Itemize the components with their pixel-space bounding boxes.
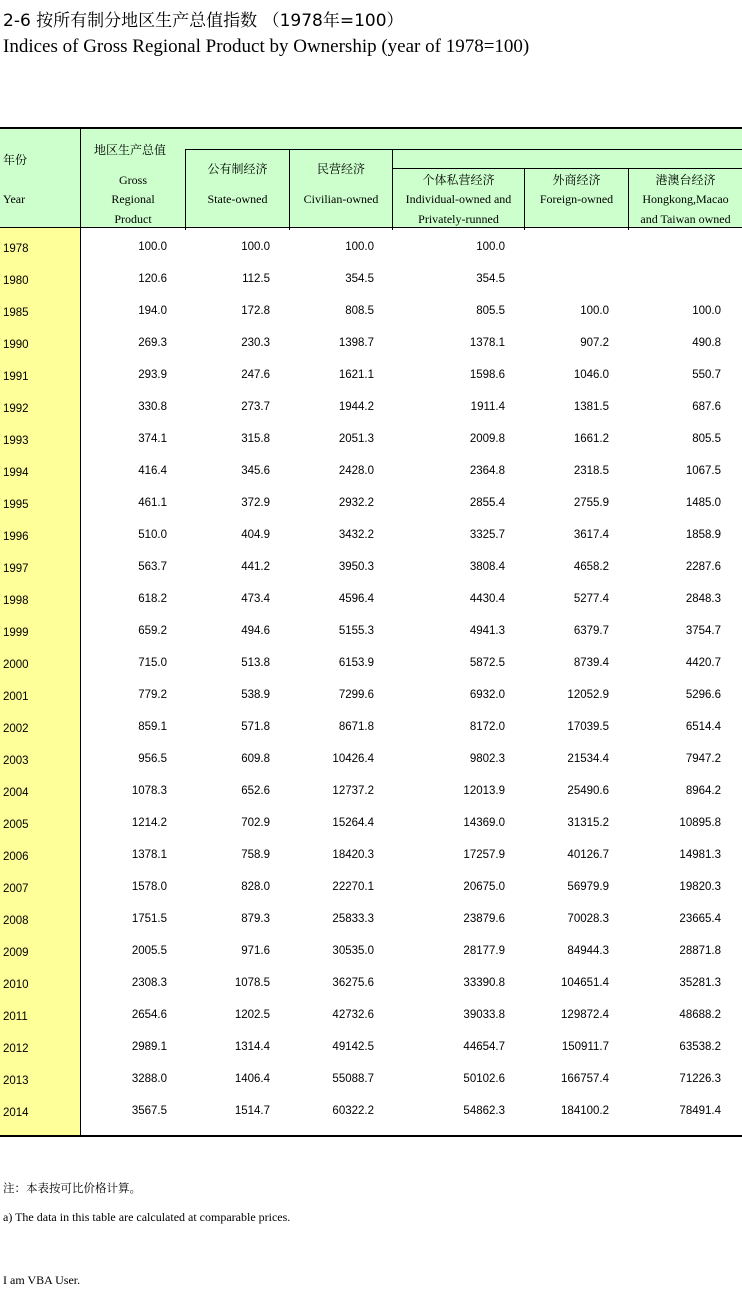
foreign-cell: 1046.0 (573, 369, 609, 381)
civilian-cell: 7299.6 (338, 689, 374, 701)
table-row (0, 388, 742, 420)
hmt-cell: 550.7 (692, 369, 721, 381)
header-civilian-cn: 民营经济 (316, 162, 365, 176)
state-cell: 273.7 (241, 401, 270, 413)
table-row (0, 676, 742, 708)
hmt-cell: 490.8 (692, 337, 721, 349)
individual-cell: 100.0 (476, 241, 505, 253)
year-cell: 2002 (3, 723, 29, 735)
hmt-cell: 63538.2 (679, 1041, 721, 1053)
foreign-cell: 3617.4 (573, 529, 609, 541)
header-year-en: Year (3, 192, 26, 206)
foreign-cell: 84944.3 (567, 945, 609, 957)
table-row (0, 484, 742, 516)
civilian-cell: 10426.4 (332, 753, 374, 765)
state-cell: 494.6 (241, 625, 270, 637)
foreign-cell: 150911.7 (561, 1041, 609, 1053)
table-row (0, 708, 742, 740)
individual-cell: 8172.0 (469, 721, 505, 733)
civilian-cell: 12737.2 (332, 785, 374, 797)
year-cell: 1978 (3, 243, 29, 255)
state-cell: 513.8 (241, 657, 270, 669)
year-cell: 1991 (3, 371, 29, 383)
table-row (0, 260, 742, 292)
year-cell: 2014 (3, 1107, 29, 1119)
grp-cell: 779.2 (138, 689, 167, 701)
civilian-cell: 1398.7 (338, 337, 374, 349)
year-cell: 1992 (3, 403, 29, 415)
year-cell: 1993 (3, 435, 29, 447)
individual-cell: 1911.4 (470, 401, 505, 413)
state-cell: 609.8 (241, 753, 270, 765)
foreign-cell: 25490.6 (567, 785, 609, 797)
hmt-cell: 7947.2 (685, 753, 721, 765)
hmt-cell: 10895.8 (679, 817, 721, 829)
civilian-cell: 30535.0 (332, 945, 374, 957)
foreign-cell: 21534.4 (567, 753, 609, 765)
hmt-cell: 48688.2 (679, 1009, 721, 1021)
civilian-cell: 55088.7 (332, 1073, 374, 1085)
grp-cell: 2989.1 (131, 1041, 167, 1053)
individual-cell: 4941.3 (469, 625, 505, 637)
header-foreign-en: Foreign-owned (539, 192, 614, 206)
individual-cell: 5872.5 (469, 657, 505, 669)
hmt-cell: 71226.3 (679, 1073, 721, 1085)
foreign-cell: 100.0 (580, 305, 609, 317)
year-cell: 2008 (3, 915, 29, 927)
hmt-cell: 687.6 (692, 401, 721, 413)
year-cell: 2010 (3, 979, 29, 991)
individual-cell: 39033.8 (463, 1009, 505, 1021)
header-grp-cn: 地区生产总值 (94, 143, 167, 157)
state-cell: 1078.5 (234, 977, 270, 989)
hmt-cell: 6514.4 (685, 721, 721, 733)
foreign-cell: 104651.4 (561, 977, 609, 989)
grp-cell: 1214.2 (131, 817, 167, 829)
year-cell: 1994 (3, 467, 29, 479)
grp-cell: 618.2 (138, 593, 167, 605)
grp-cell: 330.8 (138, 401, 167, 413)
hmt-cell: 23665.4 (679, 913, 721, 925)
foreign-cell: 4658.2 (573, 561, 609, 573)
table-row (0, 772, 742, 804)
civilian-cell: 5155.3 (338, 625, 374, 637)
civilian-cell: 4596.4 (338, 593, 374, 605)
header-individual-cn: 个体私营经济 (422, 173, 495, 187)
grp-cell: 1378.1 (131, 849, 167, 861)
individual-cell: 44654.7 (463, 1041, 505, 1053)
table-row (0, 516, 742, 548)
civilian-cell: 15264.4 (332, 817, 374, 829)
foreign-cell: 8739.4 (573, 657, 609, 669)
individual-cell: 14369.0 (463, 817, 505, 829)
hmt-cell: 8964.2 (685, 785, 721, 797)
civilian-cell: 2428.0 (338, 465, 374, 477)
state-cell: 828.0 (241, 881, 270, 893)
civilian-cell: 42732.6 (332, 1009, 374, 1021)
footer-text: I am VBA User. (3, 1273, 81, 1287)
year-cell: 2005 (3, 819, 29, 831)
table-row (0, 324, 742, 356)
header-grp-en-3: Product (114, 212, 152, 226)
table-row (0, 996, 742, 1028)
grp-cell: 859.1 (138, 721, 167, 733)
state-cell: 247.6 (241, 369, 270, 381)
table-row (0, 292, 742, 324)
individual-cell: 3325.7 (469, 529, 505, 541)
grp-cell: 461.1 (138, 497, 167, 509)
year-cell: 2003 (3, 755, 29, 767)
individual-cell: 354.5 (476, 273, 505, 285)
individual-cell: 12013.9 (463, 785, 505, 797)
individual-cell: 33390.8 (463, 977, 505, 989)
foreign-cell: 1661.2 (573, 433, 609, 445)
hmt-cell: 19820.3 (679, 881, 721, 893)
header-grp-en-2: Regional (111, 192, 155, 206)
foreign-cell: 129872.4 (561, 1009, 609, 1021)
individual-cell: 2855.4 (469, 497, 505, 509)
foreign-cell: 17039.5 (567, 721, 609, 733)
individual-cell: 6932.0 (469, 689, 505, 701)
state-cell: 473.4 (241, 593, 270, 605)
hmt-cell: 35281.3 (679, 977, 721, 989)
table-row (0, 1028, 742, 1060)
year-cell: 1997 (3, 563, 29, 575)
state-cell: 112.5 (242, 273, 270, 285)
state-cell: 230.3 (241, 337, 270, 349)
table-row (0, 420, 742, 452)
foreign-cell: 31315.2 (567, 817, 609, 829)
foreign-cell: 907.2 (580, 337, 609, 349)
civilian-cell: 808.5 (345, 305, 374, 317)
grp-cell: 2654.6 (131, 1009, 167, 1021)
state-cell: 315.8 (241, 433, 270, 445)
year-cell: 2004 (3, 787, 29, 799)
table-body (0, 228, 742, 1137)
grp-cell: 715.0 (138, 657, 167, 669)
grp-cell: 1578.0 (131, 881, 167, 893)
individual-cell: 28177.9 (463, 945, 505, 957)
grp-cell: 3567.5 (131, 1105, 167, 1117)
year-cell: 2013 (3, 1075, 29, 1087)
state-cell: 100.0 (241, 241, 270, 253)
page-title-en: Indices of Gross Regional Product by Ownership (year of 1978=100) (3, 36, 530, 57)
civilian-cell: 36275.6 (332, 977, 374, 989)
grp-cell: 1751.5 (131, 913, 167, 925)
header-hmt-en-2: and Taiwan owned (640, 212, 731, 226)
grp-cell: 2005.5 (131, 945, 167, 957)
civilian-cell: 22270.1 (332, 881, 374, 893)
individual-cell: 2364.8 (469, 465, 505, 477)
year-cell: 2001 (3, 691, 29, 703)
grp-cell: 100.0 (138, 241, 167, 253)
note-cn: 注：本表按可比价格计算。 (3, 1181, 141, 1195)
year-cell: 2011 (3, 1011, 28, 1023)
civilian-cell: 3432.2 (338, 529, 374, 541)
year-cell: 2006 (3, 851, 29, 863)
grp-cell: 120.6 (138, 273, 167, 285)
hmt-cell: 1067.5 (685, 465, 721, 477)
individual-cell: 1598.6 (469, 369, 505, 381)
grp-cell: 293.9 (138, 369, 167, 381)
hmt-cell: 2848.3 (685, 593, 721, 605)
individual-cell: 9802.3 (469, 753, 505, 765)
table-row (0, 900, 742, 932)
state-cell: 1314.4 (234, 1041, 270, 1053)
individual-cell: 1378.1 (469, 337, 505, 349)
table-row (0, 228, 742, 260)
hmt-cell: 1858.9 (685, 529, 721, 541)
header-civilian-en: Civilian-owned (303, 192, 379, 206)
individual-cell: 3808.4 (469, 561, 505, 573)
state-cell: 1202.5 (234, 1009, 270, 1021)
grp-cell: 563.7 (138, 561, 167, 573)
table-row (0, 580, 742, 612)
foreign-cell: 166757.4 (561, 1073, 609, 1085)
table-row (0, 932, 742, 964)
individual-cell: 20675.0 (463, 881, 505, 893)
table-row (0, 548, 742, 580)
civilian-cell: 8671.8 (338, 721, 374, 733)
foreign-cell: 2318.5 (573, 465, 609, 477)
individual-cell: 23879.6 (463, 913, 505, 925)
civilian-cell: 2932.2 (338, 497, 374, 509)
header-state-en: State-owned (207, 192, 268, 206)
civilian-cell: 6153.9 (338, 657, 374, 669)
header-hmt-cn: 港澳台经济 (655, 173, 716, 187)
header-grp-en-1: Gross (118, 173, 147, 187)
foreign-cell: 56979.9 (567, 881, 609, 893)
state-cell: 971.6 (241, 945, 270, 957)
hmt-cell: 1485.0 (685, 497, 721, 509)
civilian-cell: 25833.3 (332, 913, 374, 925)
header-year-cn: 年份 (3, 153, 28, 167)
hmt-cell: 805.5 (692, 433, 721, 445)
note-en: a) The data in this table are calculated at comparable prices. (3, 1210, 291, 1224)
hmt-cell: 2287.6 (685, 561, 721, 573)
civilian-cell: 2051.3 (338, 433, 374, 445)
state-cell: 652.6 (241, 785, 270, 797)
individual-cell: 17257.9 (463, 849, 505, 861)
table-row (0, 836, 742, 868)
foreign-cell: 2755.9 (573, 497, 609, 509)
foreign-cell: 1381.5 (573, 401, 609, 413)
foreign-cell: 40126.7 (567, 849, 609, 861)
table-row (0, 964, 742, 996)
foreign-cell: 12052.9 (567, 689, 609, 701)
hmt-cell: 3754.7 (685, 625, 721, 637)
year-cell: 2007 (3, 883, 29, 895)
civilian-cell: 49142.5 (332, 1041, 374, 1053)
state-cell: 758.9 (241, 849, 270, 861)
grp-cell: 416.4 (138, 465, 167, 477)
table-row (0, 804, 742, 836)
state-cell: 441.2 (241, 561, 270, 573)
state-cell: 1406.4 (234, 1073, 270, 1085)
table-header (0, 127, 742, 228)
header-individual-en-1: Individual-owned and (405, 192, 512, 206)
grp-cell: 659.2 (138, 625, 167, 637)
civilian-cell: 60322.2 (332, 1105, 374, 1117)
civilian-cell: 3950.3 (338, 561, 374, 573)
grp-cell: 2308.3 (131, 977, 167, 989)
state-cell: 571.8 (241, 721, 270, 733)
header-hmt-en-1: Hongkong,Macao (642, 192, 729, 206)
individual-cell: 4430.4 (469, 593, 505, 605)
hmt-cell: 4420.7 (685, 657, 721, 669)
civilian-cell: 1621.1 (338, 369, 374, 381)
table-row (0, 868, 742, 900)
individual-cell: 805.5 (476, 305, 505, 317)
foreign-cell: 70028.3 (567, 913, 609, 925)
foreign-cell: 6379.7 (573, 625, 609, 637)
year-cell: 1980 (3, 275, 29, 287)
hmt-cell: 14981.3 (679, 849, 721, 861)
state-cell: 172.8 (241, 305, 270, 317)
foreign-cell: 184100.2 (561, 1105, 609, 1117)
page-title-cn: 2-6 按所有制分地区生产总值指数 （1978年=100） (3, 11, 404, 31)
individual-cell: 54862.3 (463, 1105, 505, 1117)
year-cell: 1998 (3, 595, 29, 607)
table-row (0, 644, 742, 676)
table-row (0, 356, 742, 388)
individual-cell: 2009.8 (469, 433, 505, 445)
table-row (0, 612, 742, 644)
year-cell: 1995 (3, 499, 29, 511)
civilian-cell: 18420.3 (332, 849, 374, 861)
year-cell: 1985 (3, 307, 29, 319)
table-row (0, 1092, 742, 1124)
year-cell: 1990 (3, 339, 29, 351)
header-foreign-cn: 外商经济 (552, 173, 601, 187)
hmt-cell: 100.0 (692, 305, 721, 317)
table-row (0, 740, 742, 772)
state-cell: 879.3 (241, 913, 270, 925)
grp-cell: 269.3 (138, 337, 167, 349)
individual-cell: 50102.6 (463, 1073, 505, 1085)
hmt-cell: 78491.4 (679, 1105, 721, 1117)
grp-cell: 956.5 (138, 753, 167, 765)
grp-cell: 510.0 (138, 529, 167, 541)
state-cell: 702.9 (241, 817, 270, 829)
state-cell: 538.9 (241, 689, 270, 701)
civilian-cell: 1944.2 (338, 401, 374, 413)
table-row (0, 452, 742, 484)
state-cell: 1514.7 (234, 1105, 270, 1117)
hmt-cell: 5296.6 (685, 689, 721, 701)
foreign-cell: 5277.4 (573, 593, 609, 605)
civilian-cell: 354.5 (345, 273, 374, 285)
grp-cell: 194.0 (138, 305, 167, 317)
state-cell: 404.9 (241, 529, 270, 541)
year-cell: 2009 (3, 947, 29, 959)
year-cell: 2012 (3, 1043, 29, 1055)
header-state-cn: 公有制经济 (207, 162, 268, 176)
grp-cell: 1078.3 (131, 785, 167, 797)
hmt-cell: 28871.8 (679, 945, 721, 957)
state-cell: 372.9 (241, 497, 270, 509)
state-cell: 345.6 (241, 465, 270, 477)
grp-cell: 3288.0 (131, 1073, 167, 1085)
table-row (0, 1060, 742, 1092)
year-cell: 1999 (3, 627, 29, 639)
civilian-cell: 100.0 (345, 241, 374, 253)
header-individual-en-2: Privately-runned (418, 212, 499, 226)
grp-cell: 374.1 (138, 433, 167, 445)
year-cell: 1996 (3, 531, 29, 543)
year-cell: 2000 (3, 659, 29, 671)
